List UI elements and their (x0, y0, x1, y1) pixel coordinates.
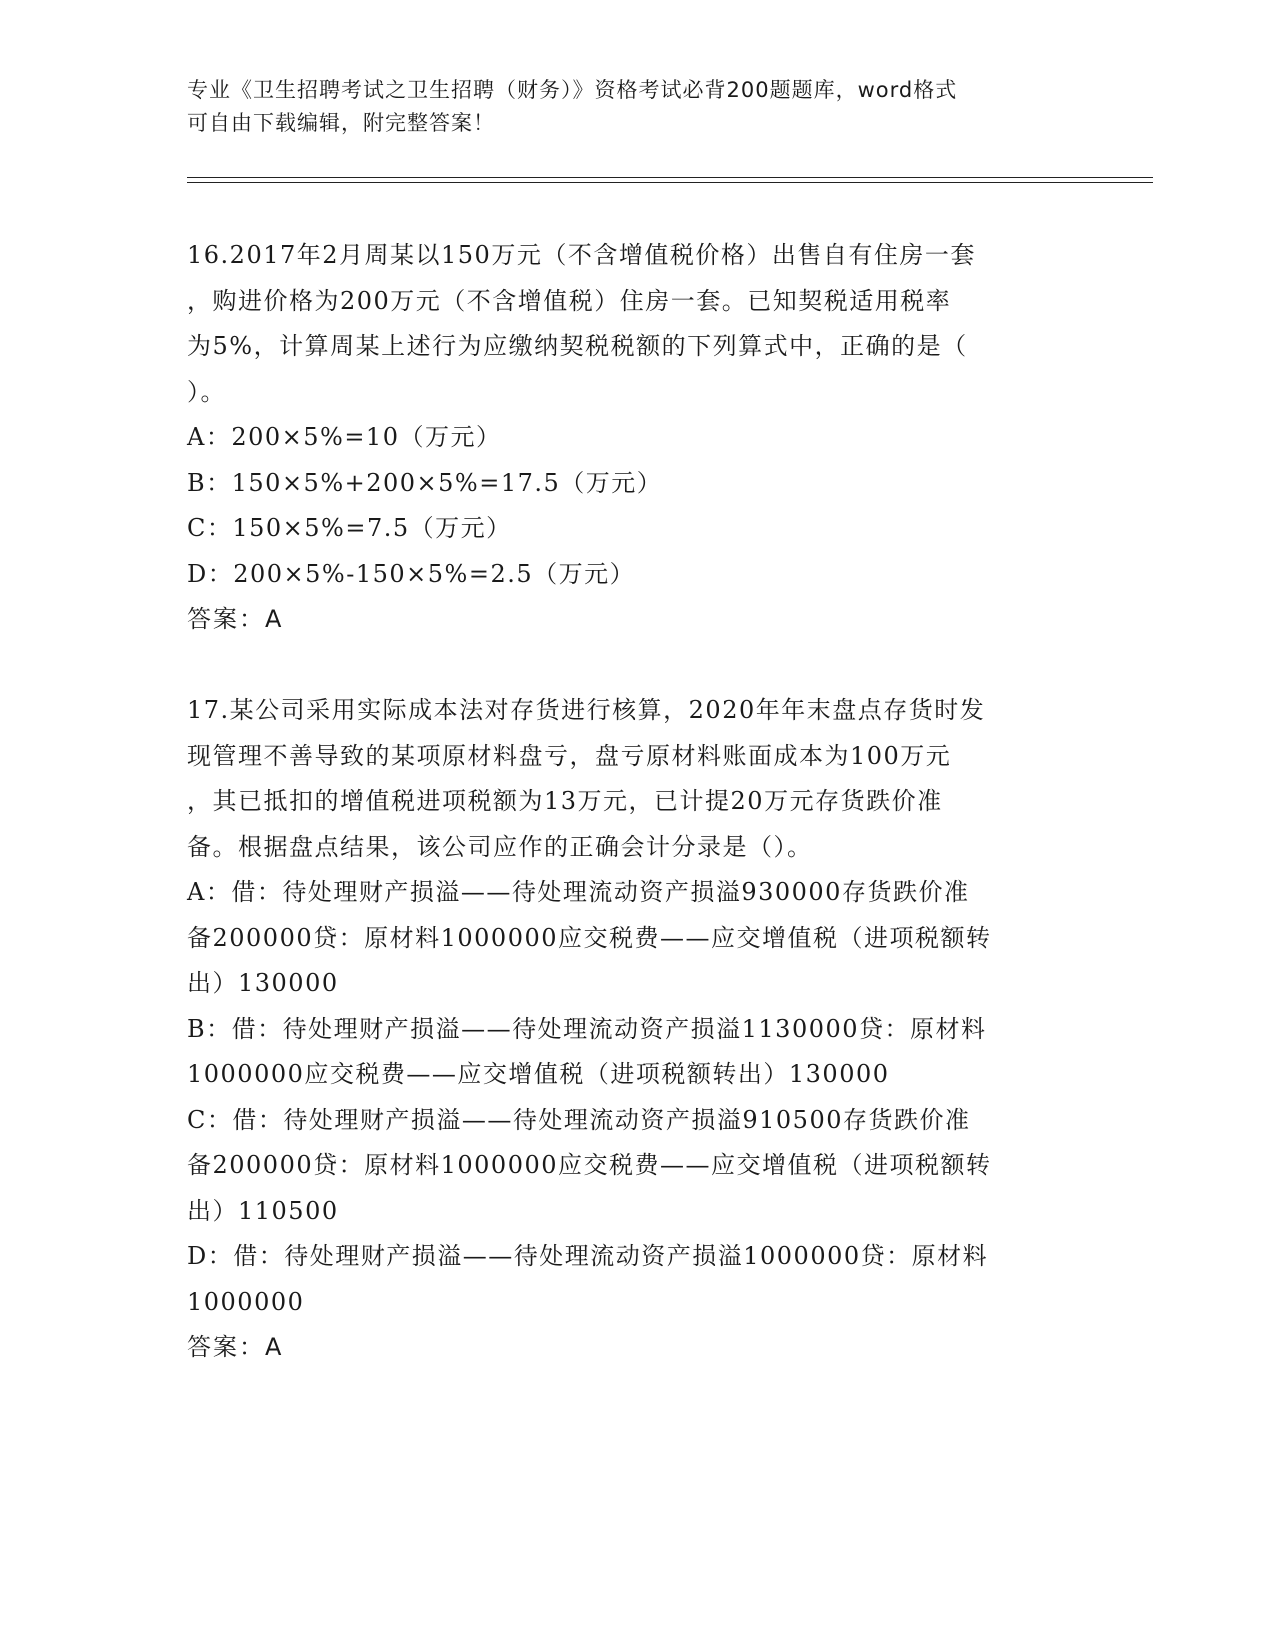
option-a-continued: 备200000贷：原材料1000000应交税费——应交增值税（进项税额转 (187, 923, 992, 952)
option-d: D：借：待处理财产损溢——待处理流动资产损溢1000000贷：原材料 (187, 1242, 989, 1270)
option-a: A：借：待处理财产损溢——待处理流动资产损溢930000存货跌价准 (187, 878, 970, 906)
option-c-continued: 出）110500 (187, 1196, 339, 1225)
question-stem-line: ，购进价格为200万元（不含增值税）住房一套。已知契税适用税率 (187, 286, 952, 315)
header-divider-bottom (187, 182, 1153, 183)
question-stem-line: 备。根据盘点结果，该公司应作的正确会计分录是（）。 (187, 832, 813, 861)
header-line: 可自由下载编辑，附完整答案！ (187, 111, 495, 135)
question-stem-line: 现管理不善导致的某项原材料盘亏，盘亏原材料账面成本为100万元 (187, 741, 952, 770)
option-c: C：150×5%=7.5（万元） (187, 514, 512, 542)
header-line: 专业《卫生招聘考试之卫生招聘（财务）》资格考试必背200题题库，word格式 (187, 78, 958, 102)
question-stem-line: 为5%，计算周某上述行为应缴纳契税税额的下列算式中，正确的是（ (187, 332, 968, 360)
answer-line: 答案：A (187, 1333, 284, 1361)
question-stem-line: 16.2017年2月周某以150万元（不含增值税价格）出售自有住房一套 (187, 241, 976, 269)
option-c-continued: 备200000贷：原材料1000000应交税费——应交增值税（进项税额转 (187, 1151, 992, 1179)
question-stem-line: 17.某公司采用实际成本法对存货进行核算，2020年年末盘点存货时发 (187, 696, 986, 724)
option-b-continued: 1000000应交税费——应交增值税（进项税额转出）130000 (187, 1060, 890, 1088)
answer-line: 答案：A (187, 605, 284, 633)
option-b: B：150×5%+200×5%=17.5（万元） (187, 468, 663, 497)
question-17 (187, 688, 1077, 1371)
question-stem-line: ，其已抵扣的增值税进项税额为13万元，已计提20万元存货跌价准 (187, 787, 943, 815)
question-stem-line: ）。 (187, 377, 226, 406)
option-d: D：200×5%-150×5%=2.5（万元） (187, 559, 636, 588)
option-c: C：借：待处理财产损溢——待处理流动资产损溢910500存货跌价准 (187, 1105, 971, 1134)
document-header (187, 74, 1067, 140)
question-16 (187, 233, 1077, 643)
option-a: A：200×5%=10（万元） (187, 423, 502, 451)
option-b: B：借：待处理财产损溢——待处理流动资产损溢1130000贷：原材料 (187, 1014, 987, 1043)
option-a-continued: 出）130000 (187, 969, 339, 997)
header-divider-top (187, 177, 1153, 178)
option-d-continued: 1000000 (187, 1287, 305, 1316)
